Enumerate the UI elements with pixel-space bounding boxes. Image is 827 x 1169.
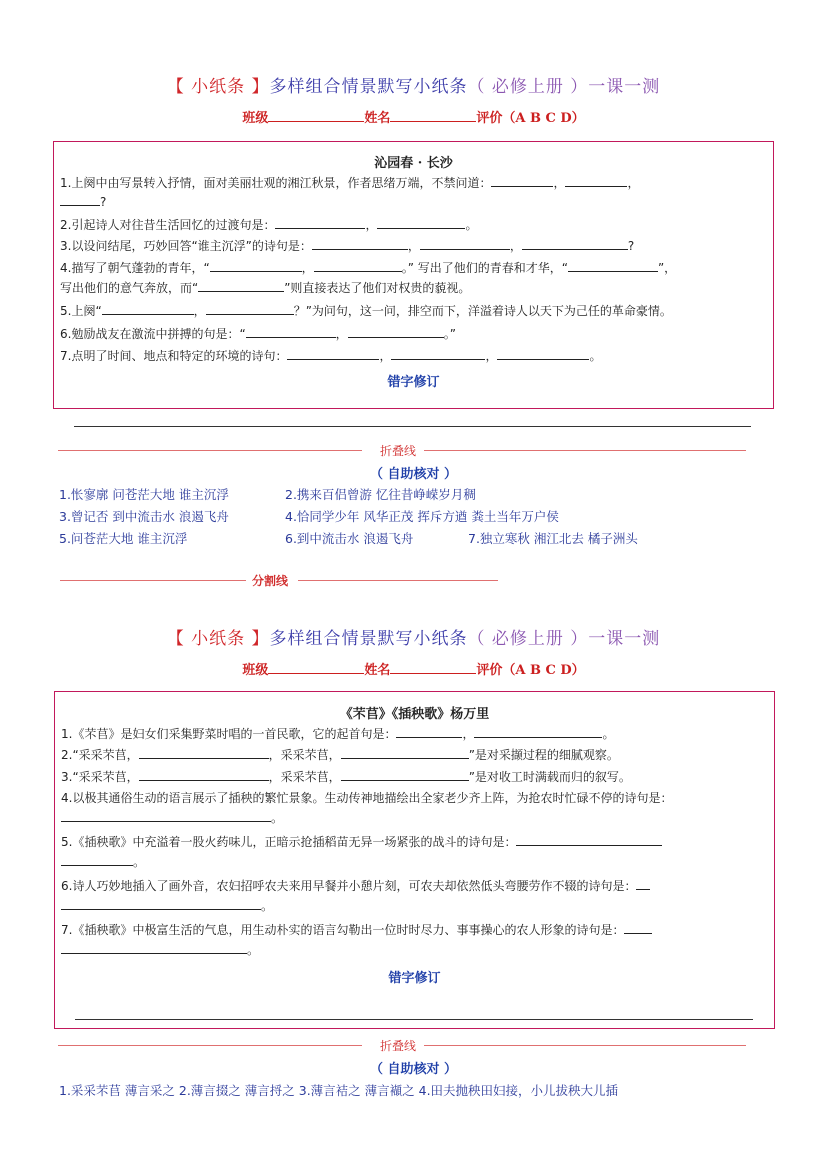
name-field[interactable] xyxy=(390,109,476,122)
answer-blank[interactable] xyxy=(516,832,662,846)
question-text: 1.上阕中由写景转入抒情，面对美丽壮观的湘江秋景，作者思绪万端，不禁问道： xyxy=(60,176,492,190)
fold-rule-right xyxy=(424,1045,746,1046)
question-3 xyxy=(61,767,631,786)
answer-blank[interactable] xyxy=(102,301,194,315)
card1-question-box xyxy=(53,141,774,409)
answer-blank[interactable] xyxy=(474,724,602,738)
answer-blank[interactable] xyxy=(61,808,271,822)
answer-blank[interactable] xyxy=(139,767,269,781)
answer-blank[interactable] xyxy=(341,745,469,759)
class-label: 班级 xyxy=(242,111,269,126)
error-correction-label: 错字修订 xyxy=(387,375,440,390)
card1-title xyxy=(0,72,827,97)
fold-line-label: 折叠线 xyxy=(380,444,417,458)
answer-blank[interactable] xyxy=(377,215,465,229)
question-text: 。” 写出了他们的青春和才华，“ xyxy=(401,261,568,275)
question-7-cont xyxy=(61,940,259,959)
punct: ， xyxy=(462,727,475,741)
answer-blank[interactable] xyxy=(341,767,469,781)
question-6 xyxy=(61,876,650,895)
question-text: ，采采芣苢， xyxy=(268,770,341,784)
card2-title xyxy=(0,624,827,649)
question-text: 3.“采采芣苢， xyxy=(61,770,139,784)
punct: ”， xyxy=(657,261,677,275)
answers-line: 1.采采芣苢 薄言采之 2.薄言掇之 薄言捋之 3.薄言袺之 薄言襭之 4.田夫抛秧田妇接，小儿拔秧大儿插 xyxy=(59,1083,619,1098)
punct: ? xyxy=(627,239,635,253)
question-text: 写出他们的意气奔放，而“ xyxy=(60,281,199,295)
separator-label: 分割线 xyxy=(252,574,289,588)
correction-line[interactable] xyxy=(75,1019,753,1020)
question-text: ”是对采撷过程的细腻观察。 xyxy=(468,748,619,762)
punct: ， xyxy=(193,304,206,318)
question-text: ？”为问句，这一问，排空而下，洋溢着诗人以天下为己任的革命豪情。 xyxy=(293,304,672,318)
evaluation-label: 评价（A B C D） xyxy=(476,663,585,678)
title-label: 小纸条 xyxy=(191,629,246,649)
separator-rule-left xyxy=(60,580,246,581)
punct: 。 xyxy=(271,811,284,825)
question-1-cont xyxy=(60,192,106,211)
answer-blank[interactable] xyxy=(139,745,269,759)
question-2 xyxy=(60,215,477,234)
question-text: 2.引起诗人对往昔生活回忆的过渡句是： xyxy=(60,218,276,232)
error-correction-label: 错字修订 xyxy=(388,971,441,986)
punct: 。 xyxy=(133,855,146,869)
question-text: 1.《芣苢》是妇女们采集野菜时唱的一首民歌，它的起首句是： xyxy=(61,727,397,741)
title-bracket-close: 】 xyxy=(245,629,270,649)
question-text: 5.上阕“ xyxy=(60,304,102,318)
answer-blank[interactable] xyxy=(210,258,302,272)
question-4 xyxy=(61,789,672,807)
self-check-title: （ 自助核对 ） xyxy=(369,1062,458,1077)
answer-blank[interactable] xyxy=(61,896,261,910)
question-text: 6.诗人巧妙地插入了画外音，农妇招呼农夫来用早餐并小憩片刻，可农夫却依然低头弯腰劳作不辍的诗句是： xyxy=(61,879,637,893)
answer-blank[interactable] xyxy=(60,192,100,206)
answer-2: 2.携来百侣曾游 忆往昔峥嵘岁月稠 xyxy=(285,487,476,502)
punct: ? xyxy=(100,195,107,209)
title-bracket-close: 】 xyxy=(245,77,270,97)
name-label: 姓名 xyxy=(364,663,391,678)
question-text: 6.勉励战友在激流中拼搏的句是：“ xyxy=(60,327,246,341)
answer-blank[interactable] xyxy=(61,940,247,954)
answer-1: 1.怅寥廓 问苍茫大地 谁主沉浮 xyxy=(59,487,229,502)
title-tail: （ 必修上册 ）一课一测 xyxy=(467,629,661,649)
class-label: 班级 xyxy=(242,663,269,678)
name-label: 姓名 xyxy=(364,111,391,126)
punct: 。 xyxy=(589,349,602,363)
title-tail: （ 必修上册 ）一课一测 xyxy=(467,77,661,97)
answer-blank[interactable] xyxy=(636,876,650,890)
answer-blank[interactable] xyxy=(420,236,510,250)
question-text: ，采采芣苢， xyxy=(268,748,341,762)
title-label: 小纸条 xyxy=(191,77,246,97)
answer-3: 3.曾记否 到中流击水 浪遏飞舟 xyxy=(59,509,229,524)
answer-blank[interactable] xyxy=(491,173,553,187)
self-check-title: （ 自助核对 ） xyxy=(369,467,458,482)
punct: 。” xyxy=(443,327,456,341)
answer-blank[interactable] xyxy=(624,920,652,934)
answer-blank[interactable] xyxy=(314,258,402,272)
answer-blank[interactable] xyxy=(565,173,627,187)
card2-question-box xyxy=(54,691,775,1029)
evaluation-label: 评价（A B C D） xyxy=(476,111,585,126)
fold-rule-left xyxy=(58,450,362,451)
punct: 。 xyxy=(465,218,478,232)
question-text: 4.以极其通俗生动的语言展示了插秧的繁忙景象。生动传神地描绘出全家老少齐上阵，为抢农时忙碌不停的诗句是： xyxy=(61,791,673,805)
title-main: 多样组合情景默写小纸条 xyxy=(269,77,468,97)
name-field[interactable] xyxy=(390,661,476,674)
poem-title: 《芣苢》《插秧歌》杨万里 xyxy=(339,707,490,722)
punct: ， xyxy=(627,176,640,190)
answer-blank[interactable] xyxy=(348,324,444,338)
question-1 xyxy=(61,724,614,743)
punct: ， xyxy=(509,239,522,253)
question-4-cont xyxy=(61,808,283,827)
card1-info-row xyxy=(0,107,827,126)
answer-blank[interactable] xyxy=(568,258,658,272)
question-text: ”是对收工时满载而归的叙写。 xyxy=(468,770,631,784)
punct: 。 xyxy=(261,899,274,913)
question-4 xyxy=(60,258,676,277)
card2-info-row xyxy=(0,659,827,678)
question-4-cont xyxy=(60,278,470,297)
punct: 。 xyxy=(247,943,260,957)
answer-blank[interactable] xyxy=(198,278,284,292)
answer-blank[interactable] xyxy=(522,236,628,250)
question-text: 2.“采采芣苢， xyxy=(61,748,139,762)
answer-blank[interactable] xyxy=(391,346,485,360)
poem-title: 沁园春 · 长沙 xyxy=(374,156,453,171)
question-6-cont xyxy=(61,896,273,915)
punct: 。 xyxy=(602,727,615,741)
correction-line[interactable] xyxy=(74,426,751,427)
answer-blank[interactable] xyxy=(497,346,589,360)
punct: ， xyxy=(407,239,420,253)
question-5-cont xyxy=(61,852,145,871)
question-3 xyxy=(60,236,634,255)
answer-5: 5.问苍茫大地 谁主沉浮 xyxy=(59,531,188,546)
punct: ， xyxy=(379,349,392,363)
question-text: 7.《插秧歌》中极富生活的气息，用生动朴实的语言勾勒出一位时时尽力、事事操心的农人形象的诗句是： xyxy=(61,923,625,937)
class-field[interactable] xyxy=(268,109,364,122)
question-5 xyxy=(60,301,672,320)
question-7 xyxy=(61,920,652,939)
punct: ， xyxy=(365,218,378,232)
question-5 xyxy=(61,832,662,851)
question-text: ”则直接表达了他们对权贵的藐视。 xyxy=(284,281,471,295)
punct: ， xyxy=(485,349,498,363)
answer-7: 7.独立寒秋 湘江北去 橘子洲头 xyxy=(468,531,638,546)
answer-blank[interactable] xyxy=(246,324,336,338)
question-text: 7.点明了时间、地点和特定的环境的诗句： xyxy=(60,349,288,363)
answer-blank[interactable] xyxy=(206,301,294,315)
question-text: 4.描写了朝气蓬勃的青年，“ xyxy=(60,261,210,275)
fold-rule-right xyxy=(424,450,746,451)
answer-blank[interactable] xyxy=(312,236,408,250)
separator-rule-right xyxy=(298,580,498,581)
fold-line-label: 折叠线 xyxy=(380,1039,417,1053)
question-2 xyxy=(61,745,619,764)
question-1 xyxy=(60,173,639,192)
answer-4: 4.恰同学少年 风华正茂 挥斥方遒 粪土当年万户侯 xyxy=(285,509,559,524)
question-7 xyxy=(60,346,602,365)
question-6 xyxy=(60,324,456,343)
answer-blank[interactable] xyxy=(61,852,133,866)
title-bracket-open: 【 xyxy=(166,629,192,649)
punct: ， xyxy=(301,261,314,275)
punct: ， xyxy=(335,327,348,341)
title-bracket-open: 【 xyxy=(166,77,192,97)
question-text: 5.《插秧歌》中充溢着一股火药味儿，正暗示抢插稻苗无异一场紧张的战斗的诗句是： xyxy=(61,835,517,849)
answer-6: 6.到中流击水 浪遏飞舟 xyxy=(285,531,414,546)
answer-blank[interactable] xyxy=(287,346,379,360)
answer-blank[interactable] xyxy=(275,215,365,229)
title-main: 多样组合情景默写小纸条 xyxy=(269,629,468,649)
answer-blank[interactable] xyxy=(396,724,462,738)
class-field[interactable] xyxy=(268,661,364,674)
punct: ， xyxy=(553,176,566,190)
question-text: 3.以设问结尾，巧妙回答“谁主沉浮”的诗句是： xyxy=(60,239,312,253)
fold-rule-left xyxy=(58,1045,362,1046)
